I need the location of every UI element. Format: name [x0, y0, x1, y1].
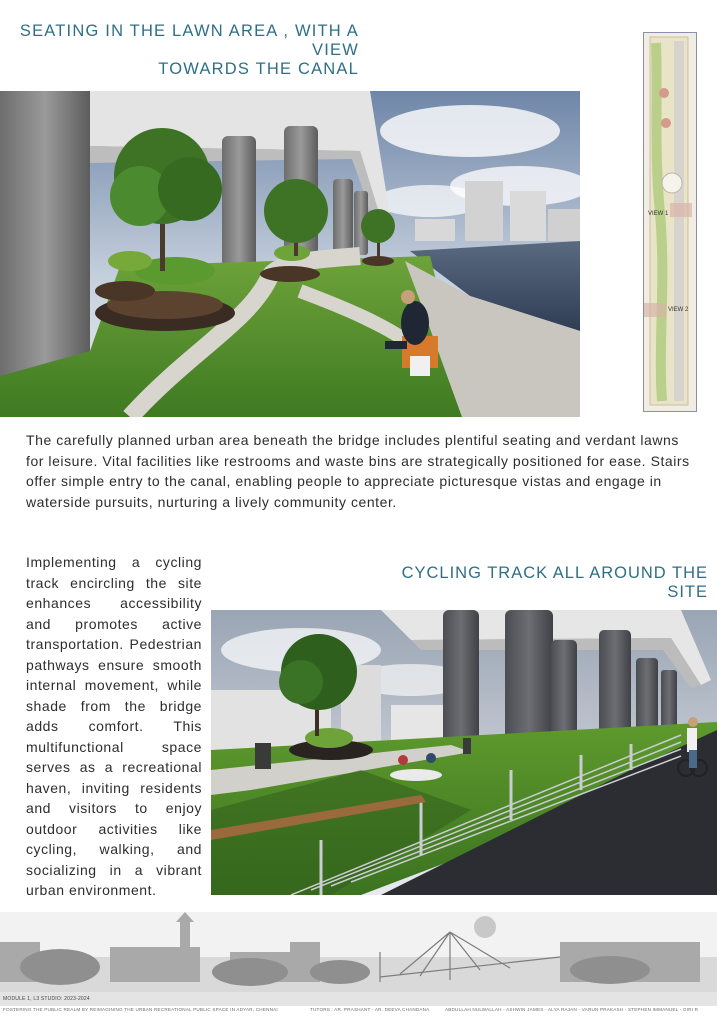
- view1-label: VIEW 1: [648, 211, 669, 217]
- heading-lawn-line1: SEATING IN THE LAWN AREA , WITH A VIEW: [19, 22, 359, 59]
- heading-lawn-seating: [14, 22, 359, 79]
- lawn-description: The carefully planned urban area beneath the bridge includes plentiful seating and verdant lawns for leisure. Vital facilities like restrooms and waste bins are strategically positioned for ease. Stairs offer simple entry to the canal, enabling people to appreciate picturesque vistas and engage in waterside pursuits, nurturing a lively community center.: [26, 432, 690, 510]
- footer-module: MODULE 1, L3 STUDIO: 2023-2024: [3, 996, 90, 1002]
- site-key-plan: [643, 32, 697, 412]
- footer-team: ABDULLAH NULWALLAH - ASHWIN JAMES - ALYA RAJAN - VARUN PRAKASH - STEPHEN IMMANUEL - GIRI R: [445, 1007, 699, 1012]
- cycling-track-render: [211, 610, 717, 895]
- heading-cycling-track: CYCLING TRACK ALL AROUND THE SITE: [401, 564, 708, 601]
- lawn-seating-render: [0, 91, 580, 417]
- footer-project-title: FOSTERING THE PUBLIC REALM BY REIMAGINING THE URBAN RECREATIONAL PUBLIC SPACE IN ADYAR, CHENNAI: [3, 1007, 278, 1012]
- heading-lawn-line2: TOWARDS THE CANAL: [158, 60, 359, 78]
- footer-tutors: TUTORS : AR. PRASHANT - AR. DEEVA CHANDANA: [310, 1007, 430, 1012]
- view2-label: VIEW 2: [668, 307, 689, 313]
- cycling-description: Implementing a cycling track encircling the site enhances accessibility and promotes active transportation. Pedestrian pathways ensure smooth internal movement, while shade from the bridge adds comfort. This multifunctional space serves as a recreational haven, inviting residents and visitors to enjoy outdoor activities like cycling, walking, and socializing in a vibrant urban environment.: [26, 554, 202, 898]
- footer-credits: [0, 990, 717, 1016]
